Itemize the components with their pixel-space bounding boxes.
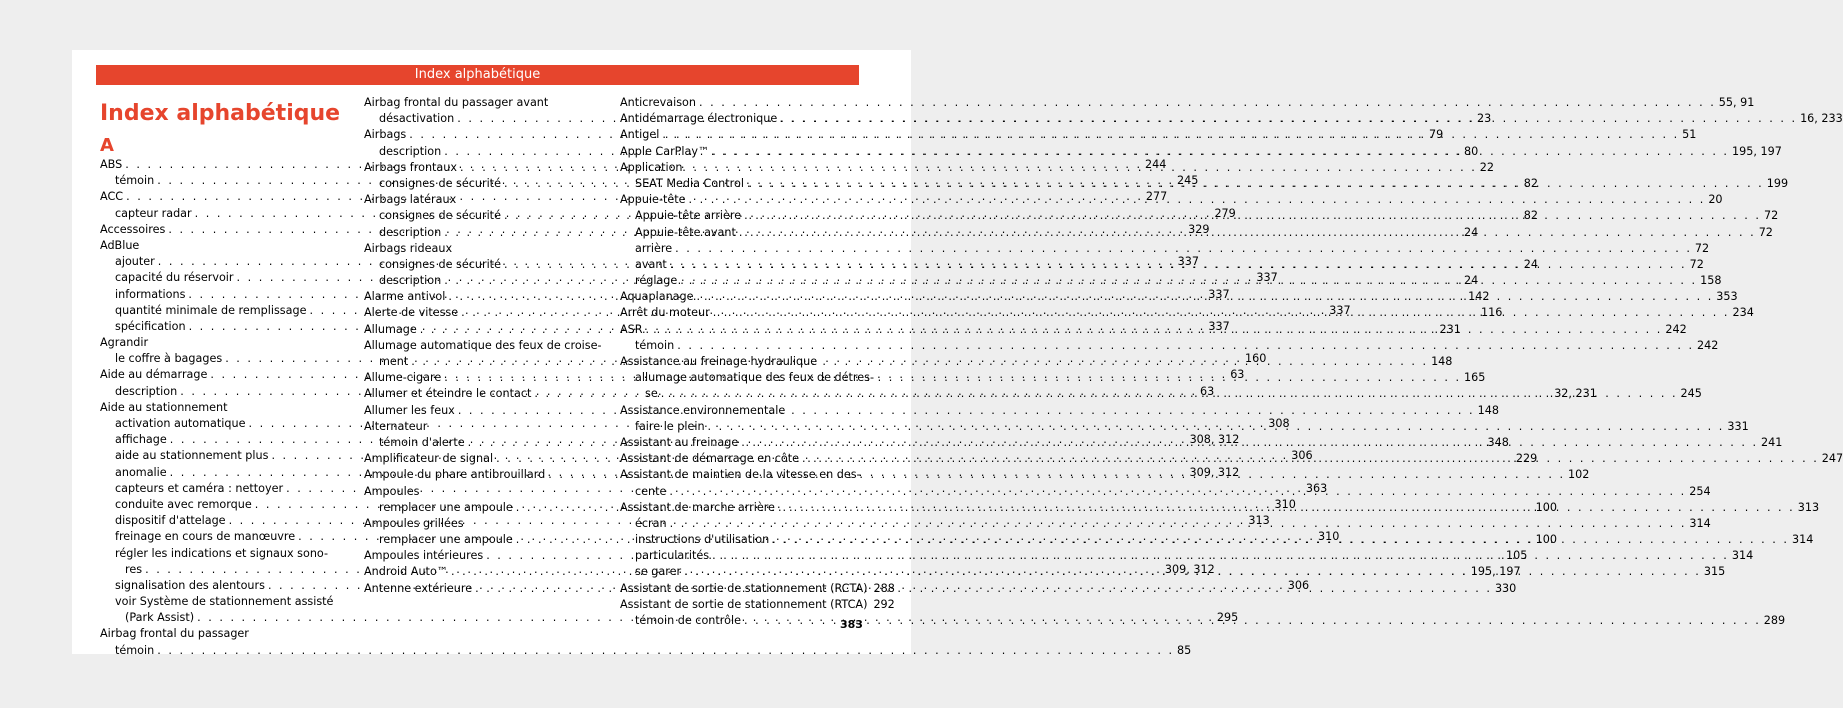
dot-leader [670, 257, 1687, 273]
dot-leader [712, 144, 1729, 160]
page-reference: 306 [1287, 578, 1310, 592]
dot-leader [713, 305, 1730, 321]
page-reference: 100 [1535, 533, 1557, 547]
index-term: se garer [635, 565, 682, 579]
dot-leader [460, 160, 1477, 176]
index-term: Allumer et éteindre le contact [364, 387, 532, 401]
page-reference: 80 [1464, 144, 1479, 158]
dot-leader [741, 435, 1758, 451]
index-term: allumage automatique des feux de détres- [635, 371, 874, 385]
index-term: Ampoules grillées [364, 516, 464, 530]
index-term: Android Auto™ [364, 565, 448, 579]
page-reference: 22 [1479, 160, 1495, 174]
page-reference: 337 [1177, 255, 1199, 269]
index-term: Aide au stationnement [100, 400, 228, 414]
index-term: Airbags latéraux [364, 193, 457, 207]
page-reference: 289 [1763, 614, 1786, 627]
index-term: arrière [635, 241, 673, 255]
index-term: témoin [635, 338, 675, 352]
page-reference: 51 [1682, 128, 1697, 142]
index-term: quantité minimale de remplissage [115, 303, 307, 317]
page-reference: 244 [1145, 158, 1167, 171]
index-term: description [379, 144, 442, 158]
dot-leader [744, 613, 1761, 629]
page-reference: 288 [873, 581, 895, 595]
dot-leader [675, 241, 1692, 257]
dot-leader [747, 176, 1764, 192]
page-reference: 82 [1523, 209, 1539, 223]
running-header: Index alphabétique [96, 65, 859, 85]
index-term: Assistant de maintien de la vitesse en des- [620, 468, 861, 482]
page-reference: 245 [1177, 174, 1199, 188]
page-reference: 295 [1216, 611, 1239, 625]
index-term: Apple CarPlay™ [620, 144, 710, 158]
index-term: Airbags [364, 128, 407, 142]
page-reference: 105 [1505, 549, 1528, 563]
page-reference: 229 [1515, 452, 1538, 466]
index-term: témoin de contrôle [635, 614, 741, 627]
page-reference: 245 [1680, 387, 1702, 401]
dot-leader [444, 370, 1461, 386]
index-term: Alternateur [364, 419, 428, 433]
page-reference: 254 [1689, 484, 1711, 498]
index-term: Aide au démarrage [100, 368, 208, 382]
dot-leader [680, 273, 1697, 289]
page-reference: 308, 312 [1189, 433, 1240, 447]
index-entry [364, 192, 600, 208]
dot-leader [712, 548, 1729, 564]
index-term: consignes de sécurité [379, 209, 501, 223]
index-term: réglage [635, 274, 678, 288]
index-entry [364, 95, 600, 111]
index-term: cente [635, 484, 667, 498]
index-term: informations [115, 287, 186, 301]
page-reference: 241 [1761, 435, 1783, 449]
index-term: Ampoules [364, 484, 420, 498]
index-term: régler les indications et signaux sono- [115, 546, 329, 560]
page-reference: 20 [1708, 193, 1723, 207]
index-term: Antenne extérieure [364, 581, 473, 595]
index-term: capacité du réservoir [115, 271, 234, 285]
index-term: Assistant de sortie de stationnement (RCTA) [620, 581, 868, 595]
page-reference: 72 [1758, 225, 1773, 239]
dot-leader [677, 338, 1694, 354]
page-reference: 309, 312 [1164, 562, 1215, 576]
dot-leader [670, 516, 1687, 532]
index-term: signalisation des alentours [115, 578, 265, 592]
page-reference: 195, 197 [1470, 565, 1521, 579]
page-reference: 85 [1177, 643, 1192, 657]
page-reference: 247 [1821, 452, 1843, 466]
page-reference: 337 [1208, 287, 1230, 301]
index-term: Airbags frontaux [364, 160, 457, 174]
index-term: AdBlue [100, 238, 140, 252]
index-entry [364, 338, 600, 354]
index-term: Allumer les feux [364, 403, 455, 417]
index-term: ajouter [115, 255, 155, 269]
page-reference: 242 [1665, 322, 1687, 336]
index-term: Assistant au freinage [620, 435, 739, 449]
index-term: spécification [115, 319, 186, 333]
index-term: capteurs et caméra : nettoyer [115, 481, 284, 495]
index-term: description [115, 384, 178, 398]
page-reference: 24 [1523, 257, 1539, 271]
page-reference: 23 [1477, 112, 1492, 126]
dot-leader [778, 500, 1795, 516]
page-reference: 306 [1291, 449, 1313, 463]
index-term: Airbag frontal du passager [100, 627, 249, 641]
page-reference: 337 [1208, 319, 1230, 333]
page-reference: 348 [1487, 435, 1509, 449]
page-reference: 337 [1329, 303, 1351, 317]
page-reference: 331 [1727, 419, 1749, 433]
page-reference: 234 [1732, 306, 1754, 320]
section-letter: A [100, 135, 114, 156]
dot-leader [739, 225, 1756, 241]
index-entry [100, 238, 336, 254]
page-reference: 24 [1464, 274, 1479, 288]
dot-leader [708, 419, 1725, 435]
index-term: remplacer une ampoule [379, 500, 513, 514]
index-entry [100, 400, 336, 416]
page-reference: 353 [1716, 290, 1738, 304]
page-reference: 313 [1797, 500, 1820, 514]
page-reference: 72 [1763, 209, 1779, 223]
index-term: témoin [115, 174, 155, 188]
index-entry [364, 516, 600, 532]
index-term: particularités [635, 549, 710, 563]
page-reference: 330 [1494, 581, 1517, 595]
page-reference: 16, 233 [1800, 112, 1843, 126]
page-reference: 195, 197 [1732, 144, 1782, 158]
index-term: Ampoule du phare antibrouillard [364, 468, 546, 482]
index-term: Application [620, 160, 683, 174]
index-entry [364, 419, 600, 435]
index-term: Allume-cigare [364, 371, 442, 385]
index-term: Assistance environnementale [620, 403, 786, 417]
index-entry [620, 160, 856, 176]
dot-leader [697, 289, 1714, 305]
page-reference: 310 [1274, 497, 1296, 511]
page-reference: 116 [1480, 306, 1503, 320]
index-term: instructions d'utilisation [635, 533, 770, 547]
page-reference: 313 [1248, 514, 1270, 528]
page-reference: 165 [1464, 371, 1486, 385]
index-term: remplacer une ampoule [379, 533, 513, 547]
page-reference: 314 [1731, 549, 1754, 563]
page-number: 383 [840, 618, 863, 631]
index-term: (Park Assist) [125, 611, 195, 625]
dot-leader [780, 111, 1797, 127]
page-reference: 142 [1468, 290, 1490, 304]
index-term: capteur radar [115, 206, 192, 220]
dot-leader [802, 451, 1819, 467]
index-term: res [125, 562, 143, 576]
index-term: ment [379, 355, 409, 368]
index-term: Antigel [620, 128, 660, 142]
dot-leader [458, 403, 1475, 419]
page-reference: 100 [1535, 500, 1557, 514]
index-term: Assistant de marche arrière [620, 500, 775, 514]
index-term: Assistance au freinage hydraulique [620, 355, 818, 368]
page-reference: 148 [1477, 403, 1499, 417]
index-term: ABS [100, 158, 123, 171]
page-reference: 82 [1523, 176, 1539, 190]
dot-leader [684, 564, 1701, 580]
index-term: Aquaplanage [620, 290, 694, 304]
page-reference: 63 [1200, 384, 1215, 398]
index-term: consignes de sécurité [379, 257, 501, 271]
index-term: ASR [620, 322, 643, 336]
index-entry [100, 626, 336, 642]
index-term: Ampoules intérieures [364, 549, 484, 563]
page-reference: 310 [1317, 530, 1340, 544]
page-reference: 63 [1230, 368, 1245, 382]
index-term: conduite avec remorque [115, 497, 252, 511]
page-reference: 329 [1188, 222, 1210, 236]
index-term: désactivation [379, 112, 455, 126]
page-reference: 363 [1305, 481, 1328, 495]
page-reference: 102 [1568, 468, 1590, 482]
index-entry [620, 111, 1843, 127]
page-reference: 148 [1431, 355, 1453, 368]
page-reference: 315 [1703, 565, 1726, 579]
page-reference: 160 [1244, 352, 1267, 366]
index-term: dispositif d'attelage [115, 514, 226, 528]
index-term: Anticrevaison [620, 96, 696, 109]
page-reference: 279 [1214, 206, 1236, 220]
dot-leader [661, 386, 1678, 402]
dot-leader [411, 354, 1428, 370]
index-entry [620, 403, 856, 419]
index-term: Appuie-tête avant [635, 225, 736, 239]
dot-leader [744, 208, 1761, 224]
page-reference: 72 [1694, 241, 1710, 255]
index-entry [620, 241, 1710, 257]
page-reference: 308 [1268, 417, 1290, 430]
index-term: activation automatique [115, 417, 246, 430]
index-entry [620, 597, 895, 613]
page-reference: 24 [1464, 225, 1479, 239]
page-reference: 292 [873, 597, 895, 611]
index-entry [100, 335, 336, 351]
page-title: Index alphabétique [100, 101, 341, 126]
index-term: Airbag frontal du passager avant [364, 96, 549, 109]
index-entry [100, 643, 1192, 659]
index-term: avant [635, 257, 667, 271]
dot-leader [662, 127, 1679, 143]
index-term: Agrandir [100, 336, 149, 350]
index-term: Antidémarrage électronique [620, 112, 778, 126]
index-term: témoin [115, 643, 155, 657]
index-term: Appuie-tête [620, 193, 686, 207]
index-entry [620, 467, 861, 483]
index-entry [620, 354, 856, 370]
index-term: description [379, 225, 442, 239]
index-term: freinage en cours de manœuvre [115, 530, 296, 544]
index-term: témoin d'alerte [379, 435, 465, 449]
dot-leader [646, 322, 1663, 338]
index-term: Airbags rideaux [364, 241, 453, 255]
dot-leader [689, 192, 1706, 208]
page-reference: 79 [1429, 128, 1444, 142]
page-reference: 72 [1689, 257, 1704, 271]
index-term: Amplificateur de signal [364, 452, 494, 466]
index-entry [620, 370, 874, 386]
page-reference: 277 [1145, 190, 1168, 204]
index-term: SEAT Media Control [635, 176, 744, 190]
index-entry [100, 594, 336, 610]
index-term: Accessoires [100, 222, 166, 236]
index-term: Assistant de démarrage en côte [620, 452, 799, 466]
index-term: le coffre à bagages [115, 352, 223, 366]
dot-leader [669, 484, 1686, 500]
index-term: voir Système de stationnement assisté [115, 595, 334, 609]
page-reference: 158 [1700, 274, 1722, 288]
index-term: Alerte de vitesse [364, 306, 459, 320]
dot-leader [699, 95, 1716, 111]
index-term: consignes de sécurité [379, 176, 501, 190]
page-reference: 32, 231 [1554, 387, 1597, 401]
index-term: aide au stationnement plus [115, 449, 269, 463]
index-term: faire le plein [635, 419, 705, 433]
index-entry [100, 546, 336, 562]
index-term: Alarme antivol [364, 290, 446, 304]
page-reference: 314 [1689, 516, 1711, 530]
index-term: Appuie-tête arrière [635, 209, 742, 223]
index-entry [620, 95, 1755, 111]
page-reference: 337 [1256, 271, 1278, 285]
index-term: anomalie [115, 465, 167, 479]
page-reference: 231 [1439, 322, 1461, 336]
index-term: Assistant de sortie de stationnement (RTCA) [620, 597, 868, 611]
page-reference: 242 [1697, 338, 1719, 352]
page-reference: 55, 91 [1718, 96, 1755, 109]
index-term: Arrêt du moteur [620, 306, 710, 320]
index-entry [620, 581, 895, 597]
index-term: affichage [115, 433, 167, 447]
dot-leader [157, 643, 1174, 659]
index-entry [620, 338, 1719, 354]
index-term: ACC [100, 190, 124, 204]
index-entry [364, 241, 600, 257]
page-reference: 309, 312 [1189, 465, 1240, 479]
index-term: description [379, 274, 442, 288]
index-term: se [645, 387, 658, 401]
index-term: Allumage [364, 322, 417, 336]
page-reference: 199 [1766, 176, 1789, 190]
index-entry [364, 484, 600, 500]
page-reference: 314 [1791, 533, 1814, 547]
index-term: Allumage automatique des feux de croise- [364, 338, 602, 352]
dot-leader [772, 532, 1789, 548]
index-term: écran [635, 516, 667, 530]
